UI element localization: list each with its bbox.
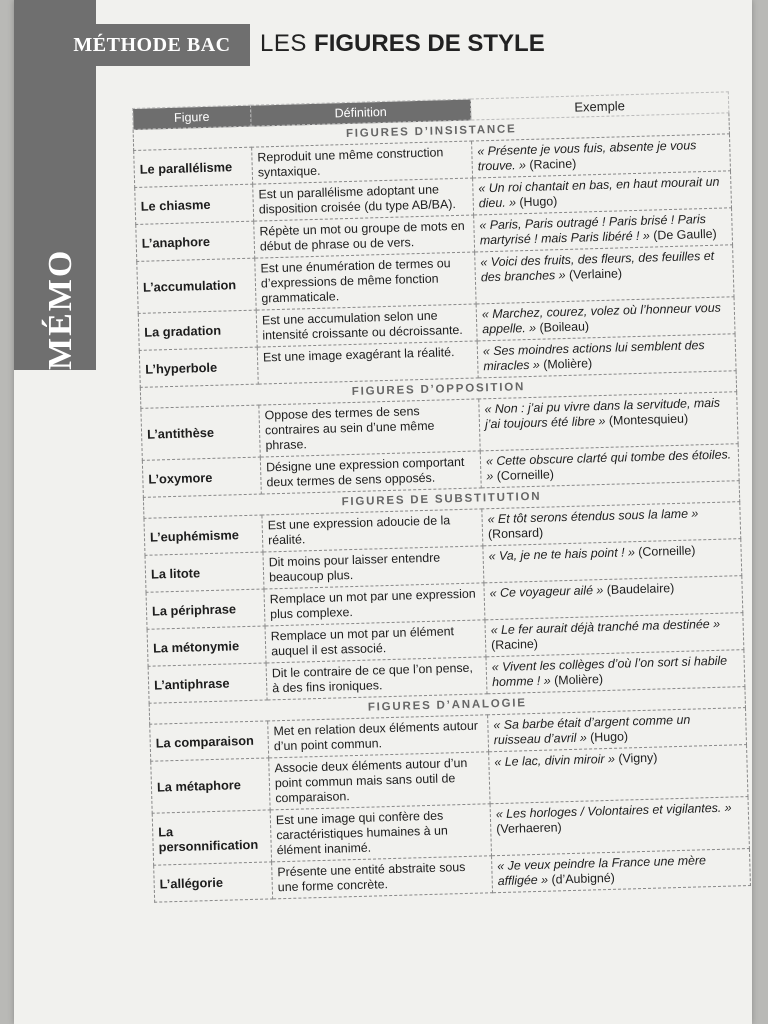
figure-definition: Oppose des termes de sens contraires au sein d’une même phrase. — [259, 399, 480, 457]
column-header-figure: Figure — [133, 105, 252, 129]
figure-name: La comparaison — [150, 721, 269, 761]
example-quote: « Le fer aurait déjà tranché ma destinée » — [490, 616, 721, 638]
example-author: (Hugo) — [519, 194, 558, 210]
figure-definition: Dit moins pour laisser entendre beaucoup plus. — [263, 546, 484, 589]
example-author: (Racine) — [490, 636, 539, 653]
figure-definition: Est une accumulation selon une intensité croissante ou décroissante. — [256, 304, 477, 347]
example-author: (d’Aubigné) — [551, 870, 616, 887]
title-bold: FIGURES DE STYLE — [314, 30, 545, 57]
example-author: (Verhaeren) — [496, 820, 562, 837]
figure-name: L’hyperbole — [139, 347, 258, 387]
example-quote: « Paris, Paris outragé ! Paris brisé ! Paris martyrisé ! mais Paris libéré ! » — [479, 212, 707, 248]
section-title: FIGURES D’INSISTANCE — [133, 113, 729, 151]
example-author: (Baudelaire) — [606, 581, 675, 597]
example-quote: « Voici des fruits, des fleurs, des feuilles et des branches » — [480, 248, 715, 285]
figure-definition: Est une énumération de termes ou d’expressions de même fonction grammaticale. — [255, 252, 476, 310]
figure-definition: Est une image qui confère des caractéristiques humaines à un élément inanimé. — [270, 804, 491, 862]
figure-name: La métonymie — [147, 626, 266, 666]
example-author: (Verlaine) — [568, 266, 623, 282]
example-quote: « Les horloges / Volontaires et vigilantes. » — [495, 800, 732, 822]
figure-name: L’accumulation — [137, 258, 256, 313]
figure-definition: Est une image exagérant la réalité. — [257, 341, 478, 384]
example-author: (Molière) — [543, 356, 593, 372]
figure-definition: Est un parallélisme adoptant une disposition croisée (du type AB/BA). — [253, 178, 474, 221]
example-author: (Boileau) — [539, 319, 590, 335]
example-quote: « Sa barbe était d’argent comme un ruisseau d’avril » — [493, 712, 691, 748]
figure-name: L’euphémisme — [144, 515, 263, 555]
example-quote: « Ce voyageur ailé » — [489, 583, 604, 601]
figure-name: La gradation — [138, 310, 257, 350]
figure-definition: Remplace un mot par une expression plus complexe. — [264, 583, 485, 626]
figure-example-cell — [475, 245, 734, 304]
figure-definition: Dit le contraire de ce que l’on pense, à des fins ironiques. — [266, 657, 487, 700]
example-author: (Racine) — [529, 156, 577, 172]
example-quote: « Le lac, divin miroir » — [494, 751, 616, 770]
figure-definition: Met en relation deux éléments autour d’un point commun. — [268, 715, 489, 758]
figures-table-wrapper — [132, 91, 750, 902]
figure-definition: Présente une entité abstraite sous une forme concrète. — [272, 856, 493, 899]
example-author: (Molière) — [553, 672, 604, 688]
figure-definition: Remplace un mot par un élément auquel il est associé. — [265, 620, 486, 663]
page — [14, 0, 752, 1024]
figure-example-cell — [492, 849, 751, 893]
example-author: (Vigny) — [618, 750, 658, 766]
example-quote: « Ses moindres actions lui semblent des miracles » — [482, 338, 705, 374]
example-quote: « Non : j’ai pu vivre dans la servitude, mais j’ai toujours été libre » — [484, 395, 721, 432]
example-quote: « Marchez, courez, volez où l’honneur vous appelle. » — [481, 300, 721, 337]
figure-example-cell — [489, 745, 748, 804]
figure-definition: Reproduit une même construction syntaxique. — [252, 141, 473, 184]
section-tag: MÉTHODE BAC — [54, 24, 250, 66]
section-title: FIGURES D’OPPOSITION — [140, 371, 736, 409]
figure-definition: Répète un mot ou groupe de mots en début de phrase ou de vers. — [254, 215, 475, 258]
figures-table — [132, 91, 751, 902]
table-body — [133, 113, 750, 902]
figure-name: L’antiphrase — [148, 663, 267, 703]
section-title: FIGURES DE SUBSTITUTION — [143, 481, 739, 519]
figure-name: L’antithèse — [141, 405, 260, 460]
figure-example-cell — [490, 797, 749, 856]
figure-definition: Associe deux éléments autour d’un point commun mais sans outil de comparaison. — [269, 752, 490, 810]
page-title — [260, 30, 545, 58]
figure-name: L’oxymore — [142, 457, 261, 497]
example-quote: « Présente je vous fuis, absente je vous trouve. » — [477, 138, 697, 174]
figure-name: Le parallélisme — [134, 147, 253, 187]
example-author: (Hugo) — [589, 729, 629, 745]
column-header-example: Exemple — [470, 92, 728, 120]
example-author: (Montesquieu) — [608, 411, 689, 428]
example-quote: « Je veux peindre la France une mère affligée » — [497, 853, 707, 889]
example-quote: « Vivent les collèges d’où l’on sort si habile homme ! » — [491, 653, 728, 690]
example-quote: « Et tôt serons étendus sous la lame » — [487, 506, 699, 527]
figure-name: L’allégorie — [154, 862, 273, 902]
column-header-definition: Définition — [250, 99, 471, 126]
example-quote: « Va, je ne te hais point ! » — [488, 545, 636, 564]
example-author: (Corneille) — [638, 543, 696, 560]
section-title: FIGURES D’ANALOGIE — [149, 687, 745, 725]
figure-name: La périphrase — [146, 589, 265, 629]
example-author: (Corneille) — [496, 467, 555, 483]
figure-name: La métaphore — [151, 758, 270, 813]
figure-name: Le chiasme — [135, 184, 254, 224]
figure-name: La litote — [145, 552, 264, 592]
figure-definition: Est une expression adoucie de la réalité. — [262, 509, 483, 552]
figure-definition: Désigne une expression comportant deux termes de sens opposés. — [260, 451, 481, 494]
example-quote: « Cette obscure clarté qui tombe des étoiles. » — [485, 447, 732, 484]
example-author: (Ronsard) — [487, 525, 544, 542]
title-light: LES — [260, 30, 315, 57]
figure-name: L’anaphore — [136, 221, 255, 261]
example-quote: « Un roi chantait en bas, en haut mourait un dieu. » — [478, 174, 720, 211]
example-author: (De Gaulle) — [653, 226, 717, 243]
figure-name: La personnification — [152, 810, 271, 865]
side-label: MÉMO — [42, 248, 79, 370]
figure-example-cell — [479, 392, 738, 451]
